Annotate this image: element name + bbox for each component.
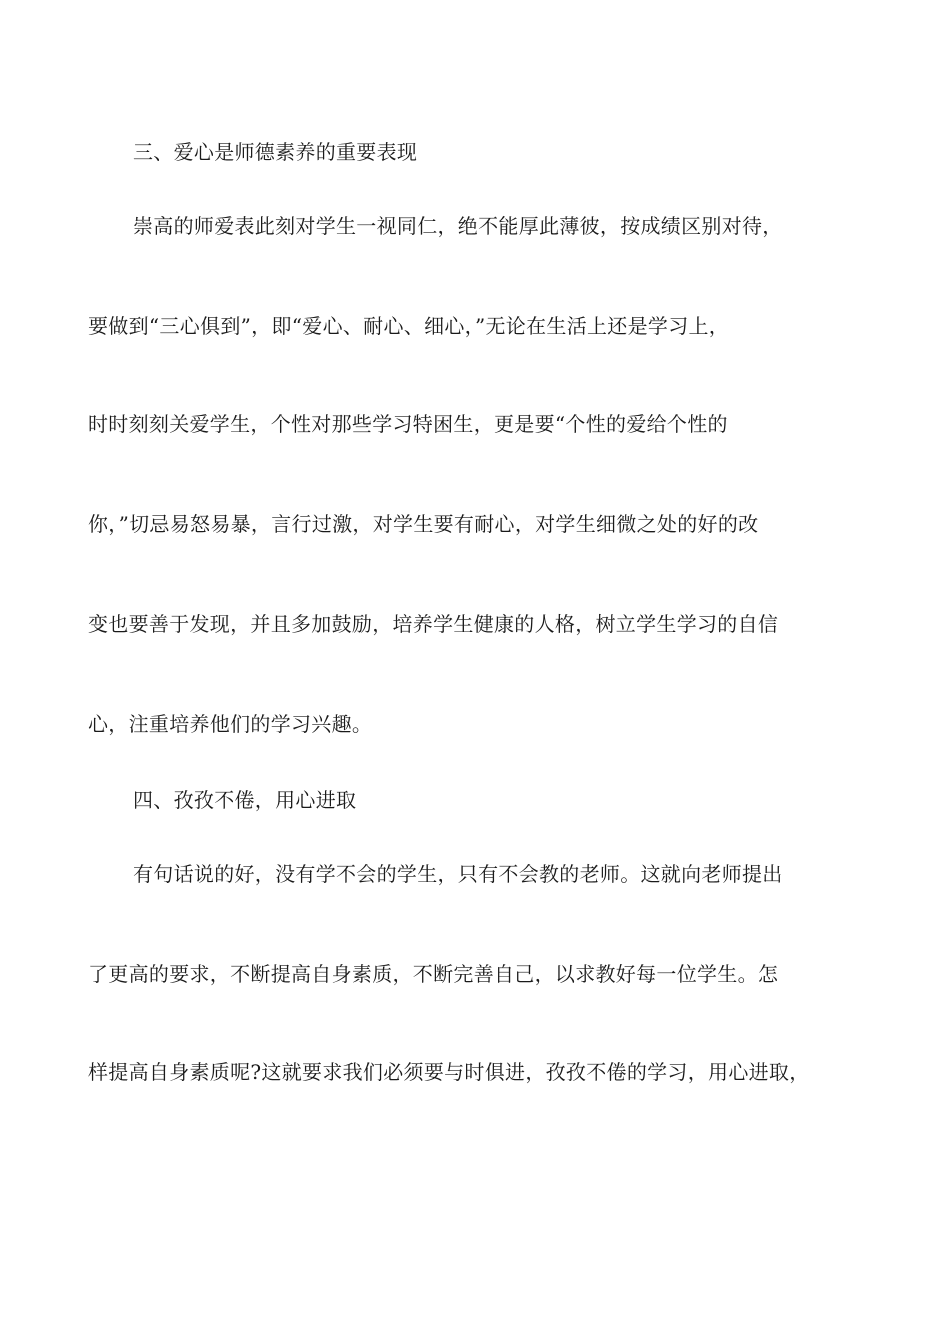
paragraph-line: 变也要善于发现，并且多加鼓励，培养学生健康的人格，树立学生学习的自信 [88,612,779,636]
paragraph-line: 有句话说的好，没有学不会的学生，只有不会教的老师。这就向老师提出 [133,862,783,886]
paragraph-line: 崇高的师爱表此刻对学生一视同仁，绝不能厚此薄彼，按成绩区别对待， [133,214,783,238]
paragraph-line: 了更高的要求，不断提高自身素质，不断完善自己，以求教好每一位学生。怎 [88,962,779,986]
paragraph-line: 要做到“三心俱到”，即“爱心、耐心、细心，”无论在生活上还是学习上， [88,314,730,338]
paragraph-line: 心，注重培养他们的学习兴趣。 [88,712,373,736]
section-heading-4: 四、孜孜不倦，用心进取 [133,788,357,812]
paragraph-line: 样提高自身素质呢?这就要求我们必须要与时俱进，孜孜不倦的学习，用心进取， [88,1060,810,1084]
paragraph-line: 你，”切忌易怒易暴，言行过激，对学生要有耐心，对学生细微之处的好的改 [88,512,759,536]
section-heading-3: 三、爱心是师德素养的重要表现 [133,140,418,164]
paragraph-line: 时时刻刻关爱学生，个性对那些学习特困生，更是要“个性的爱给个性的 [88,412,728,436]
